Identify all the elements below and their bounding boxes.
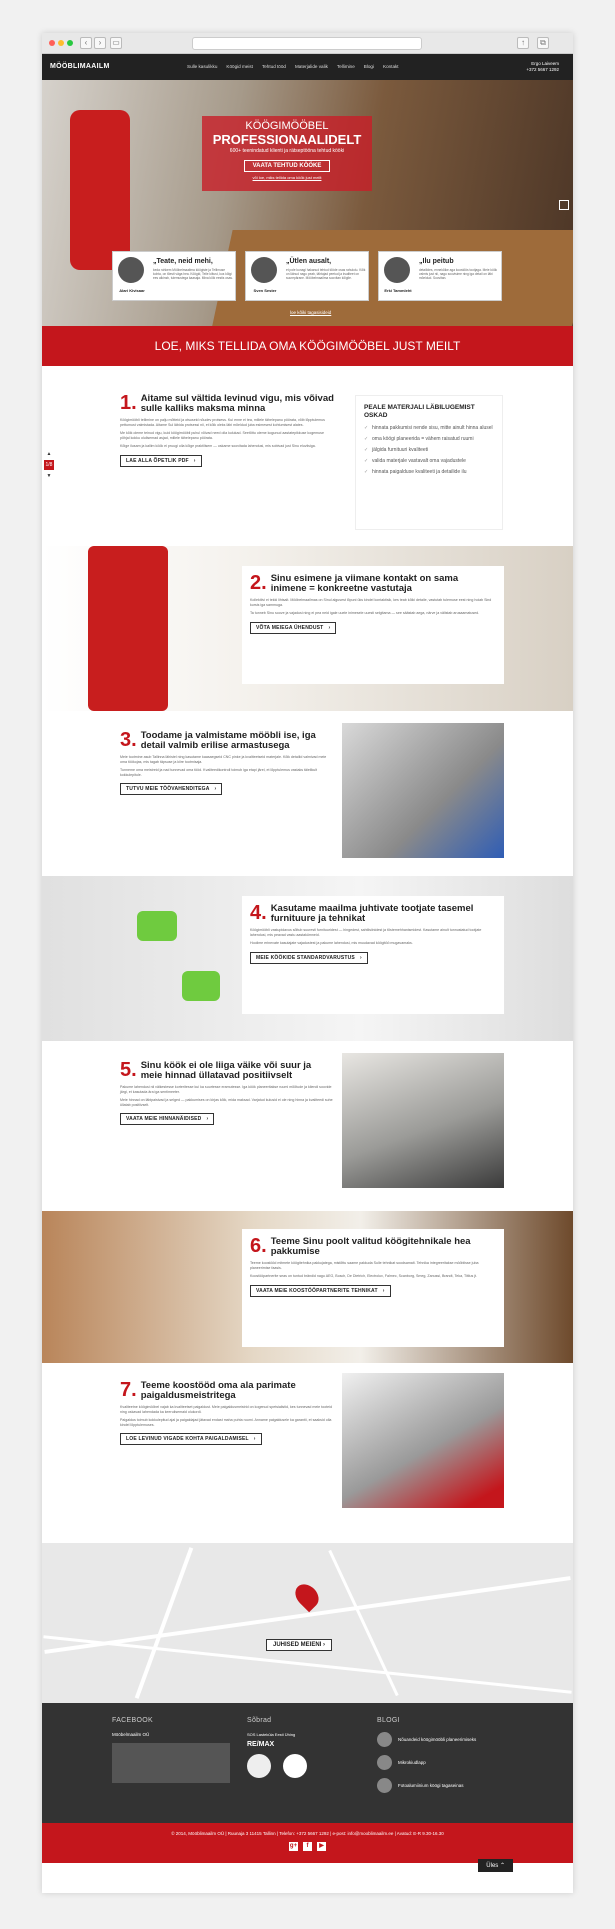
chevron-right-icon: › xyxy=(193,457,196,464)
map-pin-icon[interactable] xyxy=(291,1580,324,1613)
copyright-bar xyxy=(42,1823,573,1863)
pager-count: 1/8 xyxy=(45,462,53,468)
partner-seal-icon[interactable] xyxy=(247,1754,271,1778)
button-label: Üles xyxy=(486,1863,499,1869)
section-paragraph: Koostööpartnerite seas on tuntud brändid nagu AEG, Bosch, De Dietrich, Electrolux, Falmec, Scanborg, Smeg, Zanussi, Brandt, Teka, Tiitlus jt. xyxy=(250,1274,478,1279)
scroll-top-button[interactable]: Üles ⌃ xyxy=(478,1859,513,1872)
footer-heading: FACEBOOK xyxy=(112,1717,153,1724)
why-us-link[interactable]: või loe, miks tellida oma köök just meilt xyxy=(252,175,322,180)
testimonial-quote: „Ütlen ausalt, xyxy=(286,258,332,265)
blog-item[interactable] xyxy=(377,1778,507,1793)
external-link-icon[interactable] xyxy=(559,200,569,210)
hero-box xyxy=(202,116,372,191)
footer xyxy=(42,1703,573,1823)
fb-page-name[interactable]: Mööbelmaailm OÜ xyxy=(112,1732,150,1737)
hero-big-title: PROFESSIONAALIDELT xyxy=(212,132,362,147)
social-links xyxy=(42,1842,573,1851)
blog-thumbnail xyxy=(377,1755,392,1770)
section-number: 4. xyxy=(250,902,267,924)
facebook-icon[interactable]: f xyxy=(303,1842,312,1851)
testimonial-quote: „Ilu peitub xyxy=(419,258,454,265)
chevron-right-icon: › xyxy=(253,1436,256,1443)
map-road xyxy=(135,1547,193,1699)
section-title: Sinu köök ei ole liiga väike või suur ja meie hinnad üllatavad positiivselt xyxy=(140,1060,312,1081)
footer-heading: Sõbrad xyxy=(247,1717,272,1724)
button-label: JUHISED MEIENI xyxy=(273,1642,322,1648)
section-paragraph: Paigaldus toimub kokkulepitud ajal ja paigaldajad jätavad endast maha puhta ruumi. Anname paigaldusele ka garantii, et saaksid olla kindel lõpptulemuses. xyxy=(120,1418,332,1427)
chevron-right-icon: › xyxy=(214,786,217,793)
kitchen-photo xyxy=(342,1053,504,1188)
blog-item[interactable] xyxy=(377,1732,507,1747)
testimonial-name: Erki Tammleht xyxy=(384,288,412,293)
button-label: TUTVU MEIE TÖÖVAHENDITEGA xyxy=(126,786,210,793)
blog-item-title: Fotoalumiinium köögi tagaseinas xyxy=(398,1783,464,1788)
footer-friends xyxy=(247,1717,357,1783)
section-title: Kasutame maailma juhtivate tootjate tasemel furnituure ja tehnikat xyxy=(270,903,474,924)
browser-chrome xyxy=(42,33,573,54)
chevron-up-icon[interactable]: ▲ xyxy=(46,451,52,457)
main-menu xyxy=(187,64,399,69)
contact-phone[interactable]: +372 5667 1292 xyxy=(526,67,559,72)
partners-tech-button[interactable] xyxy=(250,1285,391,1297)
price-examples-button[interactable] xyxy=(120,1113,214,1125)
location-map[interactable] xyxy=(42,1543,573,1703)
section-number: 3. xyxy=(120,729,137,751)
section-content xyxy=(112,723,342,803)
chevron-down-icon[interactable]: ▼ xyxy=(46,473,52,479)
sidebar-icon[interactable]: ▭ xyxy=(110,37,122,49)
copyright-text: © 2014, Mööblimaailm OÜ | Ruunaja 3 11415 Tallinn | Telefon: +372 5667 1292 | e-post: info@mooblimaailm.ee | Avatud: E-R 9.30-16.30 xyxy=(171,1831,444,1836)
partner-logo-icon[interactable] xyxy=(283,1754,307,1778)
menu-item-tehtud-tood[interactable]: Tehtud tööd xyxy=(261,64,286,69)
green-pot-photo xyxy=(137,911,177,941)
section-6 xyxy=(42,1211,573,1363)
maximize-window-icon[interactable] xyxy=(67,40,73,46)
green-pot-photo xyxy=(182,971,220,1001)
section-paragraph: Meie hinnad on läbipaistvad ja selged — pakkumises on kirjas kõik, mida maksad. Varjatud kulusid ei ole ning hinna ja kvaliteedi suhe üllatab positiivselt. xyxy=(120,1098,333,1107)
google-plus-icon[interactable]: g+ xyxy=(289,1843,298,1849)
chevron-right-icon: › xyxy=(359,954,362,961)
chevron-right-icon: › xyxy=(206,1116,209,1123)
all-testimonials-link[interactable]: loe kõiki tagasisideid xyxy=(290,310,332,315)
materials-box xyxy=(355,395,503,530)
button-label: VAATA MEIE KOOSTÖÖPARTNERITE TEHNIKAT xyxy=(256,1287,378,1294)
minimize-window-icon[interactable] xyxy=(58,40,64,46)
share-icon[interactable]: ↑ xyxy=(517,37,529,49)
section-content xyxy=(242,896,504,1014)
menu-item-tellimine[interactable]: Tellimine xyxy=(336,64,355,69)
section-7 xyxy=(42,1363,573,1543)
why-us-banner: LOE, MIKS TELLIDA OMA KÖÖGIMÖÖBEL JUST MEILT xyxy=(42,326,573,366)
footer-facebook xyxy=(112,1717,232,1783)
back-icon[interactable]: ‹ xyxy=(80,37,92,49)
button-label: LAE ALLA ÕPETLIK PDF xyxy=(126,457,189,464)
testimonial-text: detailides, ennekõike aga koostöös tootjaga. Meie köök valmis just nii, nagu soovisime ning iga detail on läbi mõeldud. Soovitan. xyxy=(419,268,498,280)
section-paragraph: Me kõik oleme teinud vigu, kuid köögimööbli puhul võivad need olla kulukad. Seetõttu oleme kogunud aastatepikkuse kogemuse põhjal kokku olulisemad asjad, millele tähelepanu pöörata. xyxy=(120,431,324,440)
site-header xyxy=(42,54,573,80)
installation-photo xyxy=(342,1373,504,1508)
blog-thumbnail xyxy=(377,1778,392,1793)
page-bottom xyxy=(42,1863,573,1893)
section-number: 2. xyxy=(250,572,267,594)
fb-widget[interactable] xyxy=(112,1743,230,1783)
testimonial-name: Sven Sester xyxy=(253,288,277,293)
footer-blog xyxy=(377,1717,507,1793)
download-pdf-button[interactable] xyxy=(120,455,202,467)
section-number: 5. xyxy=(120,1059,137,1081)
testimonial-card xyxy=(112,251,236,301)
blog-item-title: Nõuandeid köögimööbli planeerimiseks xyxy=(398,1737,477,1742)
hero-subtitle: 600+ teenindatud klienti ja rätseptööna tehtud kööki xyxy=(229,148,345,154)
section-4 xyxy=(42,876,573,1041)
section-content xyxy=(112,1373,342,1453)
close-window-icon[interactable] xyxy=(49,40,55,46)
section-paragraph: Teeme koostööd mitmete köögitehnika pakkujatega, mistõttu saame pakkuda Sulle tehnikat soodsamalt. Tehnika integreeritakse mööblisse juba planeerimise faasis. xyxy=(250,1261,479,1270)
menu-item-blogi[interactable]: Blogi xyxy=(363,64,374,69)
header-contact xyxy=(526,61,559,73)
section-number: 7. xyxy=(120,1379,137,1401)
section-content xyxy=(242,1229,504,1347)
materials-item: ✓ hinnata paigalduse kvaliteeti ja detailide ilu xyxy=(364,469,494,475)
materials-item: ✓ hinnata pakkumisi nende sisu, mitte ainult hinna alusel xyxy=(364,425,494,431)
section-title: Toodame ja valmistame mööbli ise, iga detail valmib erilise armastusega xyxy=(140,730,316,751)
section-title: Aitame sul vältida levinud vigu, mis võivad sulle kalliks maksma minna xyxy=(140,393,334,414)
chevron-right-icon: › xyxy=(382,1287,385,1294)
blog-item-title: Mikrokiudlapp xyxy=(398,1760,426,1765)
section-paragraph: Ta tunneb Sinu soove ja vajadusi ning ei pea neid igale uuele inimesele uuesti selgitama — see säästab aega, närve ja välistab arusaamatused. xyxy=(250,611,480,616)
button-label: VAATA MEIE HINNANÄIDISED xyxy=(126,1116,202,1123)
section-title: Teeme koostööd oma ala parimate paigaldusmeistritega xyxy=(140,1380,296,1401)
forward-icon[interactable]: › xyxy=(94,37,106,49)
section-content xyxy=(112,386,342,475)
menu-item-kasulikku[interactable]: Sulle kasulikku xyxy=(187,64,218,69)
installation-mistakes-button[interactable] xyxy=(120,1433,262,1445)
section-paragraph: Köögimööbli tellimine on palju mõtteid ja otsuseid nõudev protsess. Kui enne ei tea, millele tähelepanu pöörata, võib lõpptulemus pettumust valmistada. Aitame Sul läbida protsessi nii, et kõik oleks läbi mõeldud juba esimesest kohtumisest alates. xyxy=(120,418,325,427)
menu-item-koogid-meist[interactable]: Köögid meist xyxy=(226,64,253,69)
partner-remax[interactable]: RE/MAX xyxy=(247,1741,275,1748)
hero-fridge-image xyxy=(70,110,130,270)
section-content xyxy=(112,1053,342,1133)
chevron-right-icon: › xyxy=(328,624,331,631)
hero-section xyxy=(42,80,573,326)
section-paragraph: Pakume lahendusi nii väikestesse korteritesse kui ka suurtesse eramutesse. Iga köök planeeritakse ruumi mõõtude ja kliendi soovide järgi, et kasutada ära iga sentimeeter. xyxy=(120,1085,332,1094)
partner-sos[interactable]: SOS Lasteküla Eesti Ühing xyxy=(247,1732,296,1737)
menu-item-materjalide-valik[interactable]: Materjalide valik xyxy=(294,64,328,69)
section-2 xyxy=(42,546,573,711)
button-label: LOE LEVINUD VIGADE KOHTA PAIGALDAMISEL xyxy=(126,1436,249,1443)
section-5 xyxy=(42,1041,573,1211)
view-kitchens-button[interactable]: VAATA TEHTUD KÖÖKE xyxy=(244,160,331,172)
avatar xyxy=(251,257,277,283)
section-title: Sinu esimene ja viimane kontakt on sama inimene = konkreetne vastutaja xyxy=(270,573,459,594)
section-3 xyxy=(42,711,573,876)
section-paragraph: Kollektiivi ei tekki lihtsalt. Mööbelmaailmas on Sinul algusest lõpuni üks kindel kontaktisik, kes teab kõiki detaile, vastutab tulemuse eest ning hoiab Sind kursis iga sammuga. xyxy=(250,598,492,607)
contact-us-button[interactable] xyxy=(250,622,336,634)
section-title: Teeme Sinu poolt valitud köögitehnikale hea pakkumise xyxy=(270,1236,471,1257)
directions-button[interactable]: JUHISED MEIENI › xyxy=(266,1639,332,1651)
blog-item[interactable] xyxy=(377,1755,507,1770)
testimonial-card xyxy=(378,251,502,301)
standard-equipment-button[interactable] xyxy=(250,952,368,964)
testimonial-quote: „Teate, neid mehi, xyxy=(153,258,213,265)
hero-small-title: KÖÖGIMÖÖBEL xyxy=(245,120,329,132)
section-paragraph: Meie tootmine asub Tallinna lähistel ning kasutame kaasaegseid CNC pinke ja kvaliteetseid materjale. Kõik detailid valmivad meie oma töökojas, mis tagab täpsuse ja kiire tootmisaja. xyxy=(120,755,327,764)
tabs-icon[interactable]: ⧉ xyxy=(537,37,549,49)
materials-item: ✓ oma köögi planeerida = vähem raisatud ruumi xyxy=(364,436,494,442)
testimonial-text: keda rohkem Mööbelmaailma köögiste ja Tellimuse kohta, on tõesti väga hea. Köögid, Teile kiitust, kus kõigi ees alkinsb, tulemustega kaasaja. Mina kõik eestis osas. xyxy=(153,268,233,280)
button-label: MEIE KÖÖKIDE STANDARDVARUSTUS xyxy=(256,954,355,961)
contact-name: Ergo Laiveem xyxy=(531,61,559,66)
site-logo[interactable]: MÖÖBLIMAAILM xyxy=(50,63,110,70)
section-paragraph: Kõige ilusam ja kallim köök ei pruugi olla kõige praktilisem — oskame soovitada lahendusi, mis sobivad just Sinu eluviisiga. xyxy=(120,444,316,449)
avatar xyxy=(384,257,410,283)
testimonial-name: Alari Kivisaar xyxy=(119,288,145,293)
section-paragraph: Köögimööbli vastupidavus sõltub suuresti furnituuridest — hingedest, sahtlisiinidest ja tõstemehhanismidest. Kasutame ainult tunnustatud tootjate lahendusi, mis peavad vastu aastakümneid. xyxy=(250,928,482,937)
footer-heading: BLOGI xyxy=(377,1717,400,1724)
youtube-icon[interactable]: ▶ xyxy=(317,1842,326,1851)
section-paragraph: Kvaliteetne köögimööbel vajab ka kvaliteetset paigaldust. Meie paigaldusmeistrid on kogenud spetsialistid, kes tunnevad meie tooteid ning oskavad lahendada ka keerulisemaid olukordi. xyxy=(120,1405,332,1414)
section-number: 1. xyxy=(120,392,137,414)
tools-button[interactable] xyxy=(120,783,222,795)
section-number: 6. xyxy=(250,1235,267,1257)
section-paragraph: Tunneme oma meistreid ja nad tunnevad oma tööd. Kvaliteedikontroll toimub iga etapi järel, et lõpptulemus vastaks täielikult kokkulepitule. xyxy=(120,768,318,777)
red-fridge-photo xyxy=(88,546,168,711)
address-bar[interactable] xyxy=(192,37,422,50)
materials-title: PEALE MATERJALI LÄBILUGEMIST OSKAD xyxy=(364,404,475,419)
webpage xyxy=(42,33,573,1893)
blog-thumbnail xyxy=(377,1732,392,1747)
section-content xyxy=(242,566,504,684)
menu-item-kontakt[interactable]: Kontakt xyxy=(383,64,399,69)
section-paragraph: Hoolime erinevate kasutajate vajadustest ja pakume lahendusi, mis muudavad köögitöö mugavamaks. xyxy=(250,941,413,946)
testimonial-text: et pole kunagi hakanud tehtud tööde osas rahulolu. Kõik on läinud nagu peab, tähtajad peetud ja kvaliteet on suurepärane. Mööbelmaailma soovitan kõigile. xyxy=(286,268,366,280)
testimonial-card xyxy=(245,251,369,301)
button-label: VÕTA MEIEGA ÜHENDUST xyxy=(256,624,324,631)
materials-item: ✓ jälgida furnituuri kvaliteeti xyxy=(364,447,494,453)
workshop-photo xyxy=(342,723,504,858)
avatar xyxy=(118,257,144,283)
materials-item: ✓ valida materjale vastavalt oma vajadustele xyxy=(364,458,494,464)
